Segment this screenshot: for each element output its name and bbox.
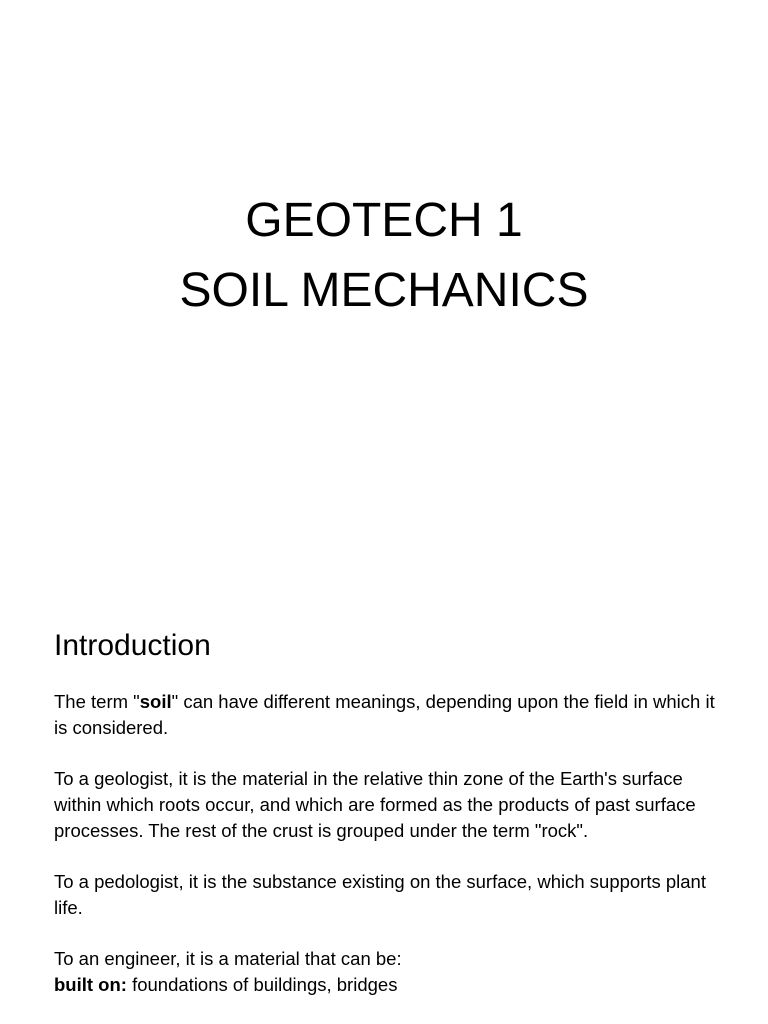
paragraph-soil-definition — [54, 689, 724, 740]
paragraph-engineer: To an engineer, it is a material that can be: — [54, 947, 402, 969]
list-item-text: foundations of buildings, bridges — [126, 973, 398, 995]
title-line-2: SOIL MECHANICS — [179, 264, 589, 317]
paragraph-pedologist: To a pedologist, it is the substance existing on the surface, which supports plant life. — [54, 870, 706, 918]
intro-section — [54, 626, 724, 997]
title-line-1: GEOTECH 1 — [245, 194, 523, 247]
paragraph-geologist: To a geologist, it is the material in the relative thin zone of the Earth's surface within which roots occur, and which are formed as the products of past surface processes. The rest of the crust is grouped under the term "rock". — [54, 768, 696, 841]
section-heading: Introduction — [54, 629, 211, 662]
soil-definition-suffix: " can have different meanings, depending upon the field in which it is considered. — [54, 691, 715, 738]
soil-definition-prefix: The term " — [54, 691, 140, 712]
list-item-built-on — [54, 972, 724, 998]
soil-term: soil — [139, 691, 172, 712]
document-title — [0, 186, 768, 326]
list-item-label: built on: — [54, 973, 127, 995]
